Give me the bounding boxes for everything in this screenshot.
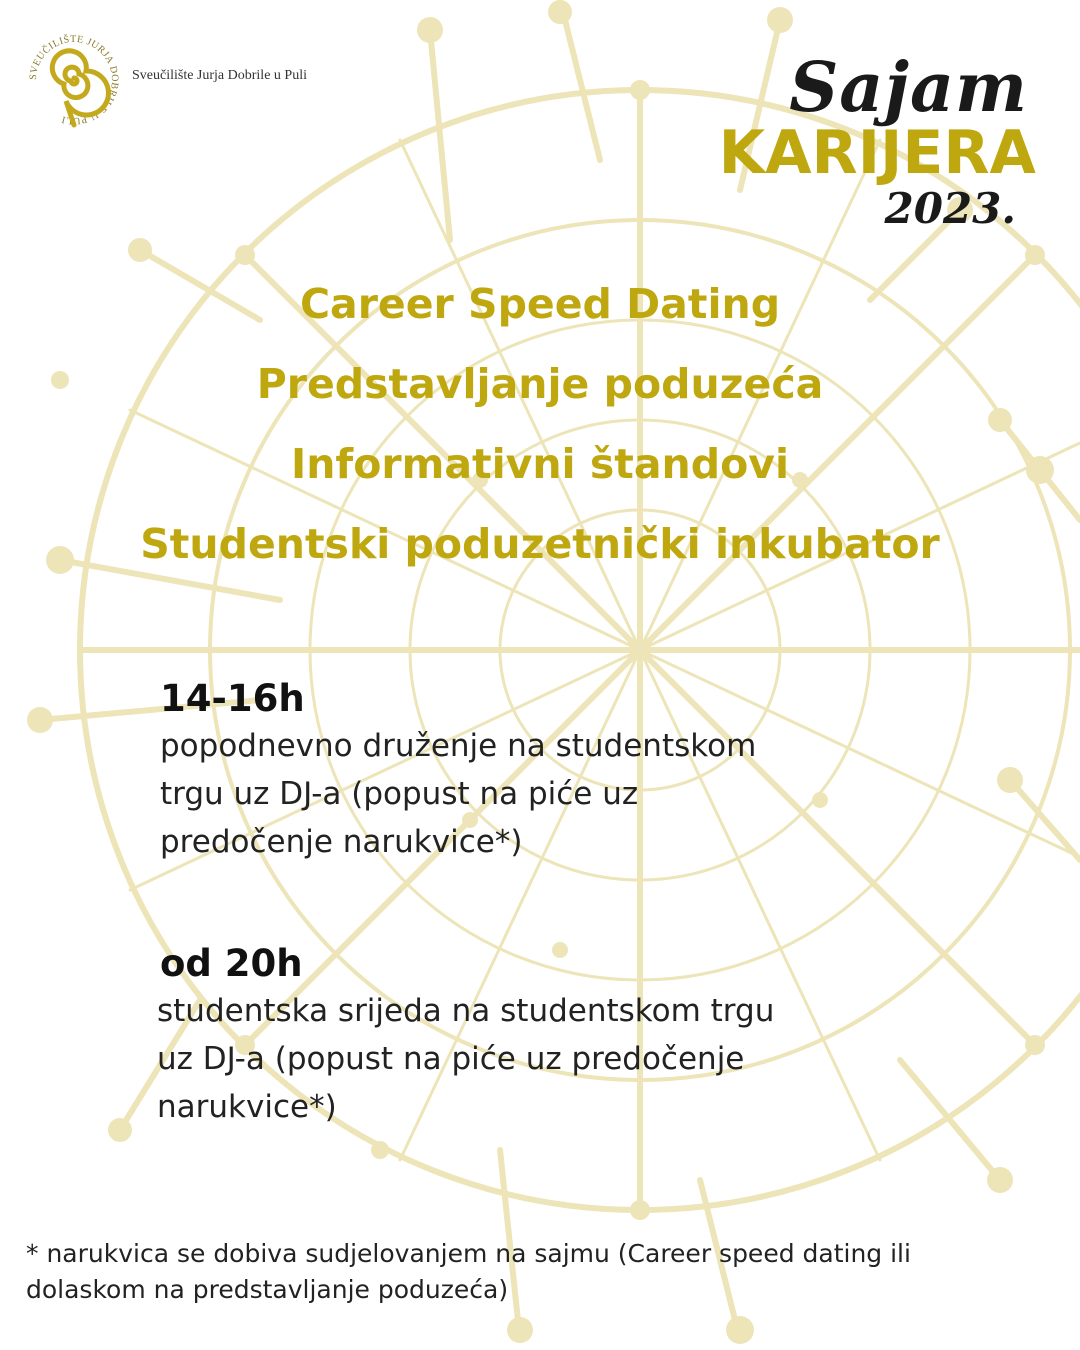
event-item: Predstavljanje poduzeća — [256, 360, 824, 408]
schedule-line: uz DJ-a (popust na piće uz predočenje — [157, 1041, 745, 1077]
footnote-line: * narukvica se dobiva sudjelovanjem na sajmu (Career speed dating ili — [26, 1239, 911, 1268]
event-item: Career Speed Dating — [299, 280, 781, 328]
event-item: Informativni štandovi — [290, 440, 790, 488]
footnote — [26, 1236, 1066, 1308]
schedule-line: trgu uz DJ-a (popust na piće uz — [160, 776, 639, 812]
logo-circle-text: SVEUČILIŠTE JURJA DOBRILE U PULI — [27, 33, 121, 127]
schedule-description — [157, 987, 774, 1131]
footnote-line: dolaskom na predstavljanje poduzeća) — [26, 1275, 509, 1304]
spiral-logo-icon — [24, 30, 124, 130]
schedule-line: predočenje narukvice*) — [160, 824, 523, 860]
schedule-line: studentska srijeda na studentskom trgu — [157, 993, 775, 1029]
schedule-time: 14-16h — [160, 677, 305, 720]
title-year: 2023. — [884, 184, 1016, 233]
event-list — [0, 274, 1080, 594]
title-karijera: KARIJERA — [718, 118, 1036, 188]
schedule-description — [160, 722, 756, 866]
schedule-line: popodnevno druženje na studentskom — [160, 728, 757, 764]
university-name: Sveučilište Jurja Dobrile u Puli — [132, 68, 307, 83]
event-item: Studentski poduzetnički inkubator — [140, 520, 940, 568]
schedule-time: od 20h — [160, 942, 303, 985]
title-sajam: Sajam — [789, 48, 1028, 128]
university-logo[interactable] — [24, 30, 307, 130]
schedule-line: narukvice*) — [157, 1089, 337, 1125]
